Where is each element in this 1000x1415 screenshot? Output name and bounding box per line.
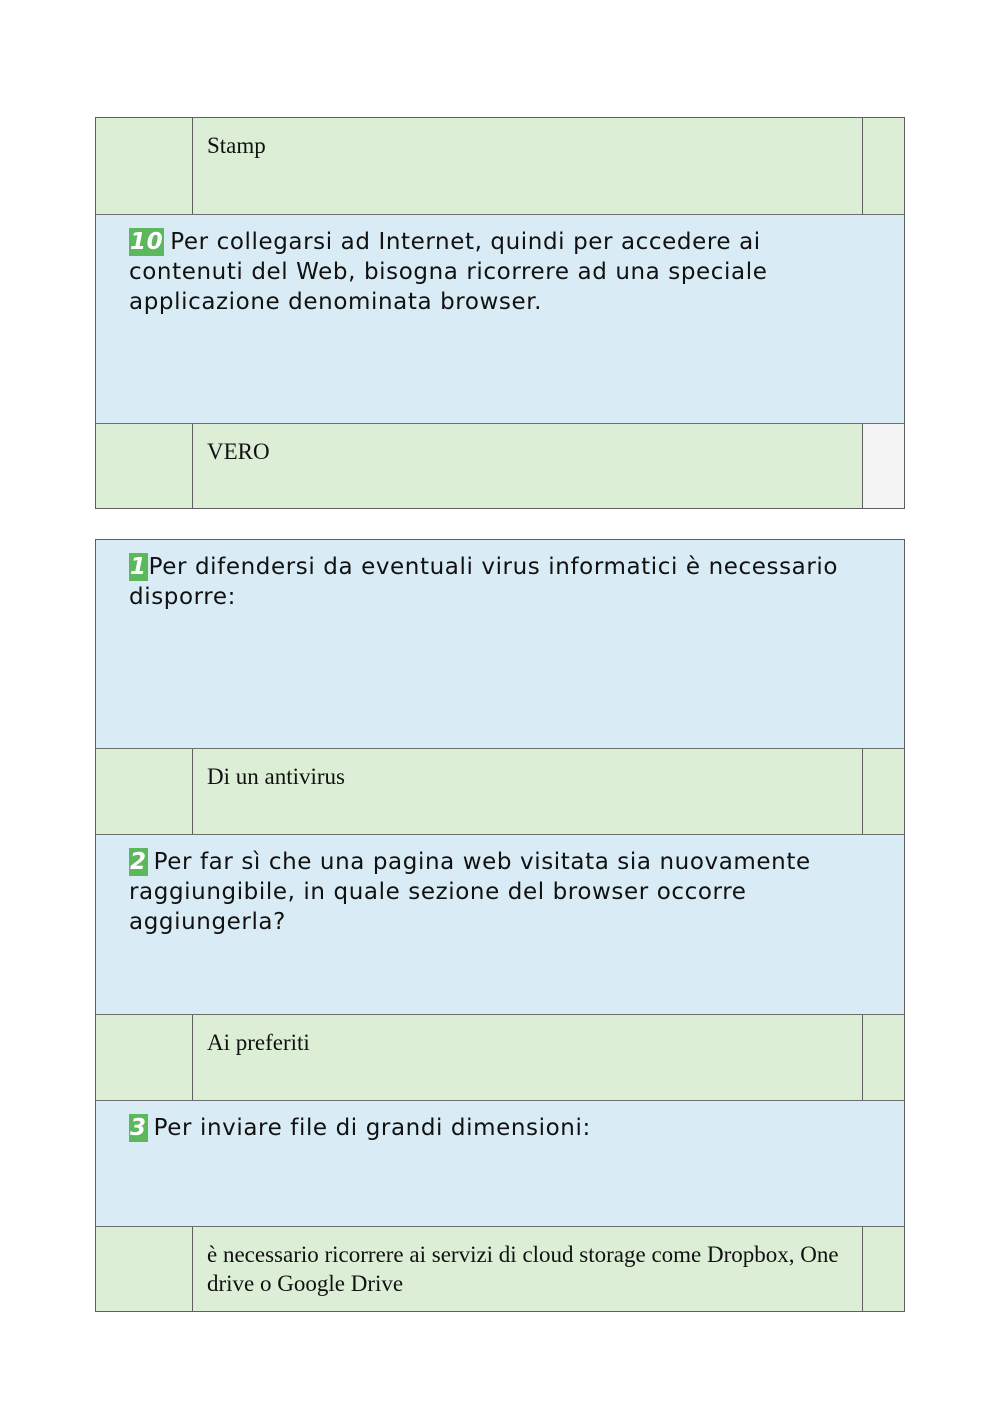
answer-text: VERO [207,439,270,464]
question-text [129,847,874,937]
question-number-badge: 3 [130,1115,147,1141]
question-row-1 [96,540,904,749]
question-text [129,1113,874,1143]
question-row-3 [96,1100,904,1227]
question-body: Per difendersi da eventuali virus informatici è necessario disporre: [129,554,839,610]
answer-marker-cell [96,424,193,508]
question-number-badge: 10 [130,229,164,255]
answer-marker-cell [96,749,193,834]
answer-text: Di un antivirus [207,764,345,789]
question-row-2 [96,834,904,1015]
question-text [129,227,874,317]
answer-marker-cell [96,1015,193,1100]
answer-row-2 [96,1015,904,1100]
quiz-card-a [95,117,905,509]
question-body: Per far sì che una pagina web visitata sia nuovamente raggiungibile, in quale sezione del browser occorre aggiungerla? [129,849,811,935]
question-number-badge: 2 [130,849,147,875]
answer-check-cell [862,118,904,214]
answer-text: Stamp [207,133,266,158]
question-body: Per collegarsi ad Internet, quindi per accedere ai contenuti del Web, bisogna ricorrere ad una speciale applicazione denominata browser. [129,229,768,315]
answer-row-10 [96,424,904,508]
answer-marker-cell [96,118,193,214]
answer-check-cell [862,424,904,508]
answer-text: è necessario ricorrere ai servizi di cloud storage come Dropbox, One drive o Google Drive [207,1242,839,1296]
answer-row-stamp [96,118,904,214]
answer-text: Ai preferiti [207,1030,310,1055]
question-row-10 [96,214,904,424]
question-number-badge: 1 [130,554,147,580]
question-body: Per inviare file di grandi dimensioni: [153,1115,591,1141]
answer-check-cell [862,749,904,834]
question-text [129,552,874,612]
answer-row-3 [96,1227,904,1311]
quiz-card-b [95,539,905,1312]
answer-marker-cell [96,1227,193,1311]
answer-check-cell [862,1227,904,1311]
answer-row-1 [96,749,904,834]
answer-check-cell [862,1015,904,1100]
